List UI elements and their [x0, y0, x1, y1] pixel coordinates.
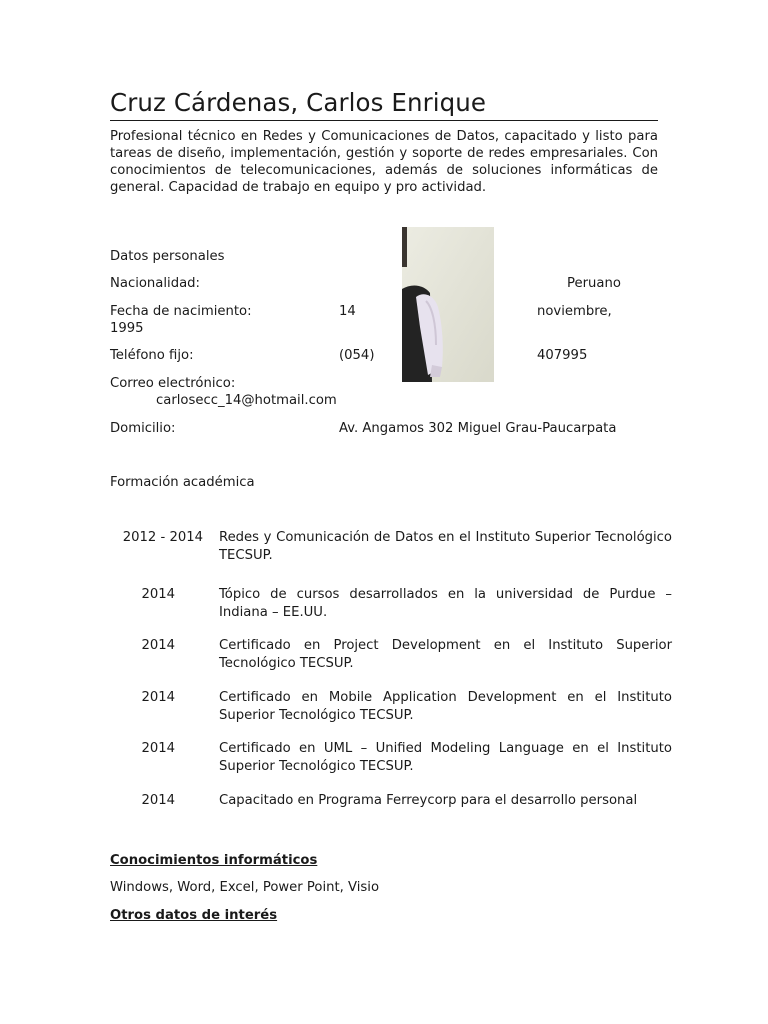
education-heading: Formación académica — [110, 475, 255, 490]
phone-label: Teléfono fijo: — [110, 348, 194, 363]
birth-year: 1995 — [110, 321, 144, 336]
nationality-value: Peruano — [567, 276, 621, 291]
email-value: carlosecc_14@hotmail.com — [156, 393, 337, 408]
education-year: 2014 — [141, 793, 175, 808]
cv-name: Cruz Cárdenas, Carlos Enrique — [110, 88, 658, 121]
education-year: 2014 — [141, 587, 175, 602]
nationality-label: Nacionalidad: — [110, 276, 200, 291]
profile-photo — [402, 227, 494, 382]
it-skills-heading: Conocimientos informáticos — [110, 853, 318, 868]
cv-summary: Profesional técnico en Redes y Comunicaciones de Datos, capacitado y listo para tareas de diseño, implementación, gestión y soporte de redes empresariales. Con conocimientos de telecomunicaciones, además de soluciones informáticas de general. Capacidad de trabajo en equipo y pro actividad. — [110, 129, 658, 195]
education-year: 2014 — [141, 690, 175, 705]
other-heading: Otros datos de interés — [110, 908, 278, 923]
birth-label: Fecha de nacimiento: — [110, 304, 252, 319]
education-year: 2014 — [141, 741, 175, 756]
education-description: Certificado en Mobile Application Development en el Instituto Superior Tecnológico TECSUP. — [219, 690, 672, 723]
education-description: Redes y Comunicación de Datos en el Instituto Superior Tecnológico TECSUP. — [219, 530, 672, 563]
email-label: Correo electrónico: — [110, 376, 236, 391]
it-skills-value: Windows, Word, Excel, Power Point, Visio — [110, 880, 380, 895]
birth-day: 14 — [339, 304, 356, 319]
personal-heading: Datos personales — [110, 249, 225, 264]
education-year: 2012 - 2014 — [122, 530, 203, 545]
address-label: Domicilio: — [110, 421, 176, 436]
education-description: Tópico de cursos desarrollados en la universidad de Purdue – Indiana – EE.UU. — [219, 587, 672, 620]
phone-area: (054) — [339, 348, 375, 363]
phone-number: 407995 — [537, 348, 588, 363]
address-value: Av. Angamos 302 Miguel Grau-Paucarpata — [339, 421, 617, 436]
education-description: Certificado en Project Development en el Instituto Superior Tecnológico TECSUP. — [219, 638, 672, 671]
education-description: Certificado en UML – Unified Modeling Language en el Instituto Superior Tecnológico TECSUP. — [219, 741, 672, 774]
education-description: Capacitado en Programa Ferreycorp para el desarrollo personal — [219, 793, 638, 808]
birth-month: noviembre, — [537, 304, 612, 319]
education-year: 2014 — [141, 638, 175, 653]
